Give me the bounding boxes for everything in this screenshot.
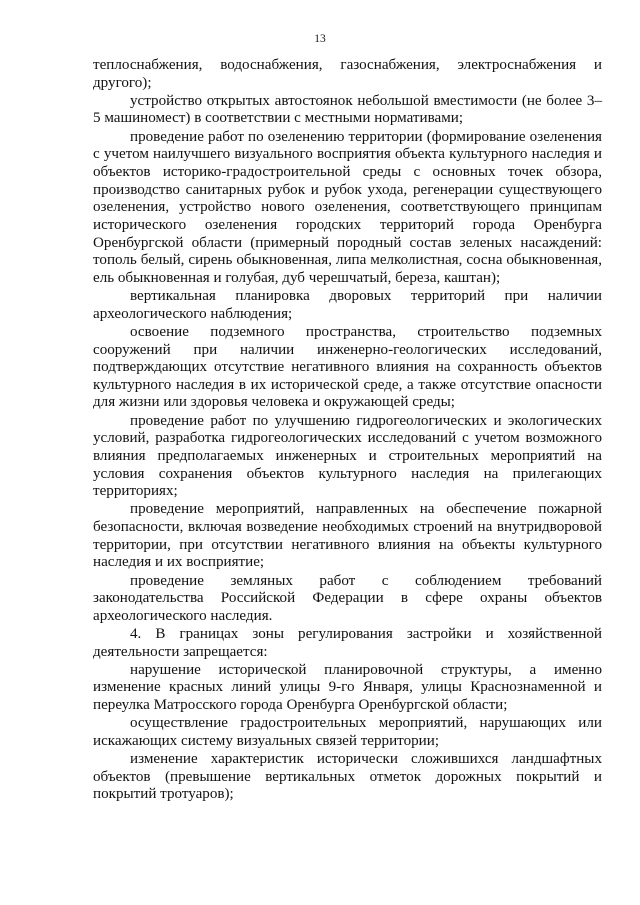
paragraph-parking: устройство открытых автостоянок небольшой вместимости (не более 3–5 машиномест) в соответствии с местными нормативами; bbox=[93, 92, 602, 127]
paragraph-vertical-planning: вертикальная планировка дворовых территорий при наличии археологического наблюдения; bbox=[93, 288, 602, 322]
paragraph-continuation: теплоснабжения, водоснабжения, газоснабжения, электроснабжения и другого); bbox=[93, 57, 602, 91]
paragraph-landscape-objects: изменение характеристик исторически сложившихся ландшафтных объектов (превышение вертикальных отметок дорожных покрытий и покрытий тротуаров); bbox=[93, 751, 602, 803]
paragraph-underground-space: освоение подземного пространства, строительство подземных сооружений при наличии инженерно-геологических исследований, подтверждающих отсутствие негативного влияния на сохранность объектов культурного наследия в их исторической среде, а также отсутствие опасности для жизни или здоровья человека и окружающей среды; bbox=[93, 323, 602, 411]
page-number: 13 bbox=[314, 33, 326, 45]
paragraph-fire-safety: проведение мероприятий, направленных на обеспечение пожарной безопасности, включая возведение необходимых строений на внутридворовой территории, при отсутствии негативного влияния на объекты культурного наследия и их восприятие; bbox=[93, 501, 602, 571]
document-body bbox=[93, 57, 602, 805]
paragraph-planning-structure: нарушение исторической планировочной структуры, а именно изменение красных линий улицы 9-го Января, улицы Краснознаменной и переулка Матросского города Оренбурга Оренбургской области; bbox=[93, 661, 602, 714]
paragraph-earthworks: проведение земляных работ с соблюдением требований законодательства Российской Федерации в сфере охраны объектов археологического наследия. bbox=[93, 572, 602, 624]
paragraph-hydrogeology: проведение работ по улучшению гидрогеологических и экологических условий, разработка гидрогеологических исследований с учетом возможного влияния предполагаемых инженерных и строительных мероприятий на условия сохранения объектов культурного наследия на прилегающих территориях; bbox=[93, 412, 602, 500]
paragraph-landscaping: проведение работ по озеленению территории (формирование озеленения с учетом наилучшего визуального восприятия объекта культурного наследия и объектов историко-градостроительной среды с основных точек обзора, производство санитарных рубок и рубок ухода, регенерации существующего озеленения, устройство нового озеленения, соответствующего принципам исторического озеленения городских территорий города Оренбурга Оренбургской области (примерный породный состав зеленых насаждений: тополь белый, сирень обыкновенная, липа мелколистная, сосна обыкновенная, ель обыкновенная и голубая, дуб черешчатый, береза, каштан); bbox=[93, 128, 602, 286]
paragraph-visual-links: осуществление градостроительных мероприятий, нарушающих или искажающих систему визуальных связей территории; bbox=[93, 715, 602, 749]
paragraph-section-4-heading: 4. В границах зоны регулирования застройки и хозяйственной деятельности запрещается: bbox=[93, 626, 602, 660]
